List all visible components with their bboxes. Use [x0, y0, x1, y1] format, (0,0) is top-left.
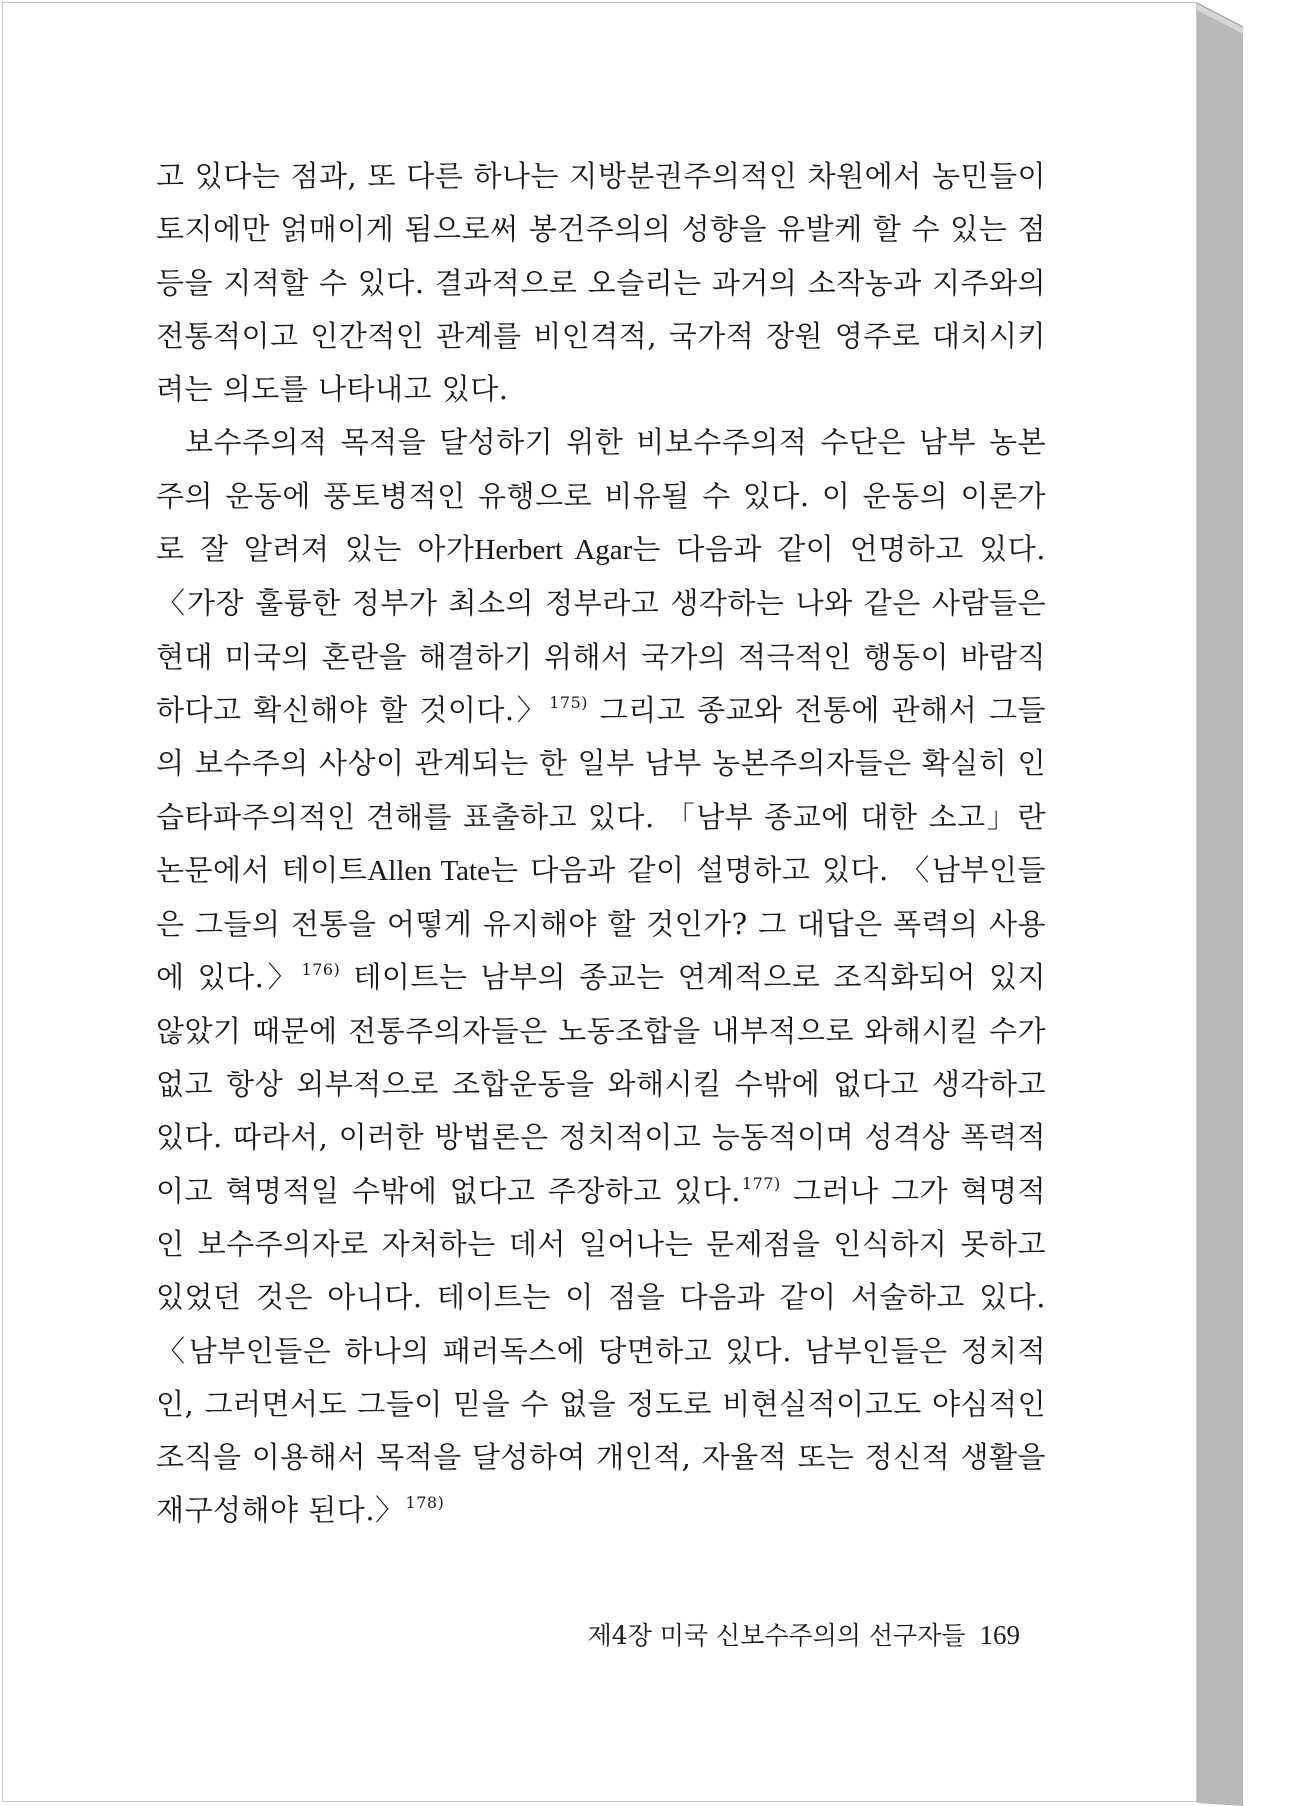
text-run: 그러나 그가 혁명적인 보수주의자로 자처하는 데서 일어나는 문제점을 인식하지 못하고 있었던 것은 아니다. 테이트는 이 점을 다음과 같이 서술하고 있다. 〈남부인들은 하나의 패러독스에 당면하고 있다. 남부인들은 정치적인, 그러면서도 그들이 믿을 수 없을 정도로 비현실적이고도 야심적인 조직을 이용해서 목적을 달성하여 개인적, 자율적 또는 정신적 생활을 재구성해야 된다.〉	[156, 1173, 1046, 1528]
paragraph	[156, 416, 1046, 1537]
latin-name: Allen Tate	[367, 854, 490, 887]
text-run: 보수주의적 목적을 달성하기 위한 비보수주의적 수단은 남부 농본주의 운동에 풍토병적인 유행으로 비유될 수 있다. 이 운동의 이론가로 잘 알려져 있는 아가	[156, 425, 1046, 567]
running-footer	[560, 1615, 1020, 1655]
text-run: 그리고 종교와 전통에 관해서 그들의 보수주의 사상이 관계되는 한 일부 남부 농본주의자들은 확실히 인습타파주의적인 견해를 표출하고 있다. 「남부 종교에 대한 소고」란 논문에서 테이트	[156, 692, 1046, 887]
text-run: 는 다음과 같이 언명하고 있다. 〈가장 훌륭한 정부가 최소의 정부라고 생각하는 나와 같은 사람들은 현대 미국의 혼란을 해결하기 위해서 국가의 적극적인 행동이 바람직하다고 확신해야 할 것이다.〉	[156, 532, 1047, 727]
page-number: 169	[979, 1620, 1020, 1650]
text-run: 테이트는 남부의 종교는 연계적으로 조직화되어 있지 않았기 때문에 전통주의자들은 노동조합을 내부적으로 와해시킬 수가 없고 항상 외부적으로 조합운동을 와해시킬 수밖에 없다고 생각하고 있다. 따라서, 이러한 방법론은 정치적이고 능동적이며 성격상 폭력적이고 혁명적일 수밖에 없다고 주장하고 있다.	[156, 960, 1046, 1208]
footnote-marker: 176)	[301, 960, 341, 980]
text-run: 는 다음과 같이 설명하고 있다. 〈남부인들은 그들의 전통을 어떻게 유지해야 할 것인가? 그 대답은 폭력의 사용에 있다.〉	[156, 852, 1046, 995]
chapter-title: 제4장 미국 신보수주의의 선구자들	[587, 1621, 966, 1650]
footnote-marker: 178)	[405, 1493, 445, 1513]
footnote-marker: 177)	[741, 1173, 781, 1193]
footnote-marker: 175)	[549, 692, 589, 712]
body-text	[156, 150, 1046, 1538]
latin-name: Herbert Agar	[474, 534, 633, 567]
text-run: 고 있다는 점과, 또 다른 하나는 지방분권주의적인 차원에서 농민들이 토지에만 얽매이게 됨으로써 봉건주의의 성향을 유발케 할 수 있는 점 등을 지적할 수 있다. 결과적으로 오슬리는 과거의 소작농과 지주와의 전통적이고 인간적인 관계를 비인격적, 국가적 장원 영주로 대치시키려는 의도를 나타내고 있다.	[156, 159, 1046, 407]
paragraph	[156, 150, 1046, 416]
